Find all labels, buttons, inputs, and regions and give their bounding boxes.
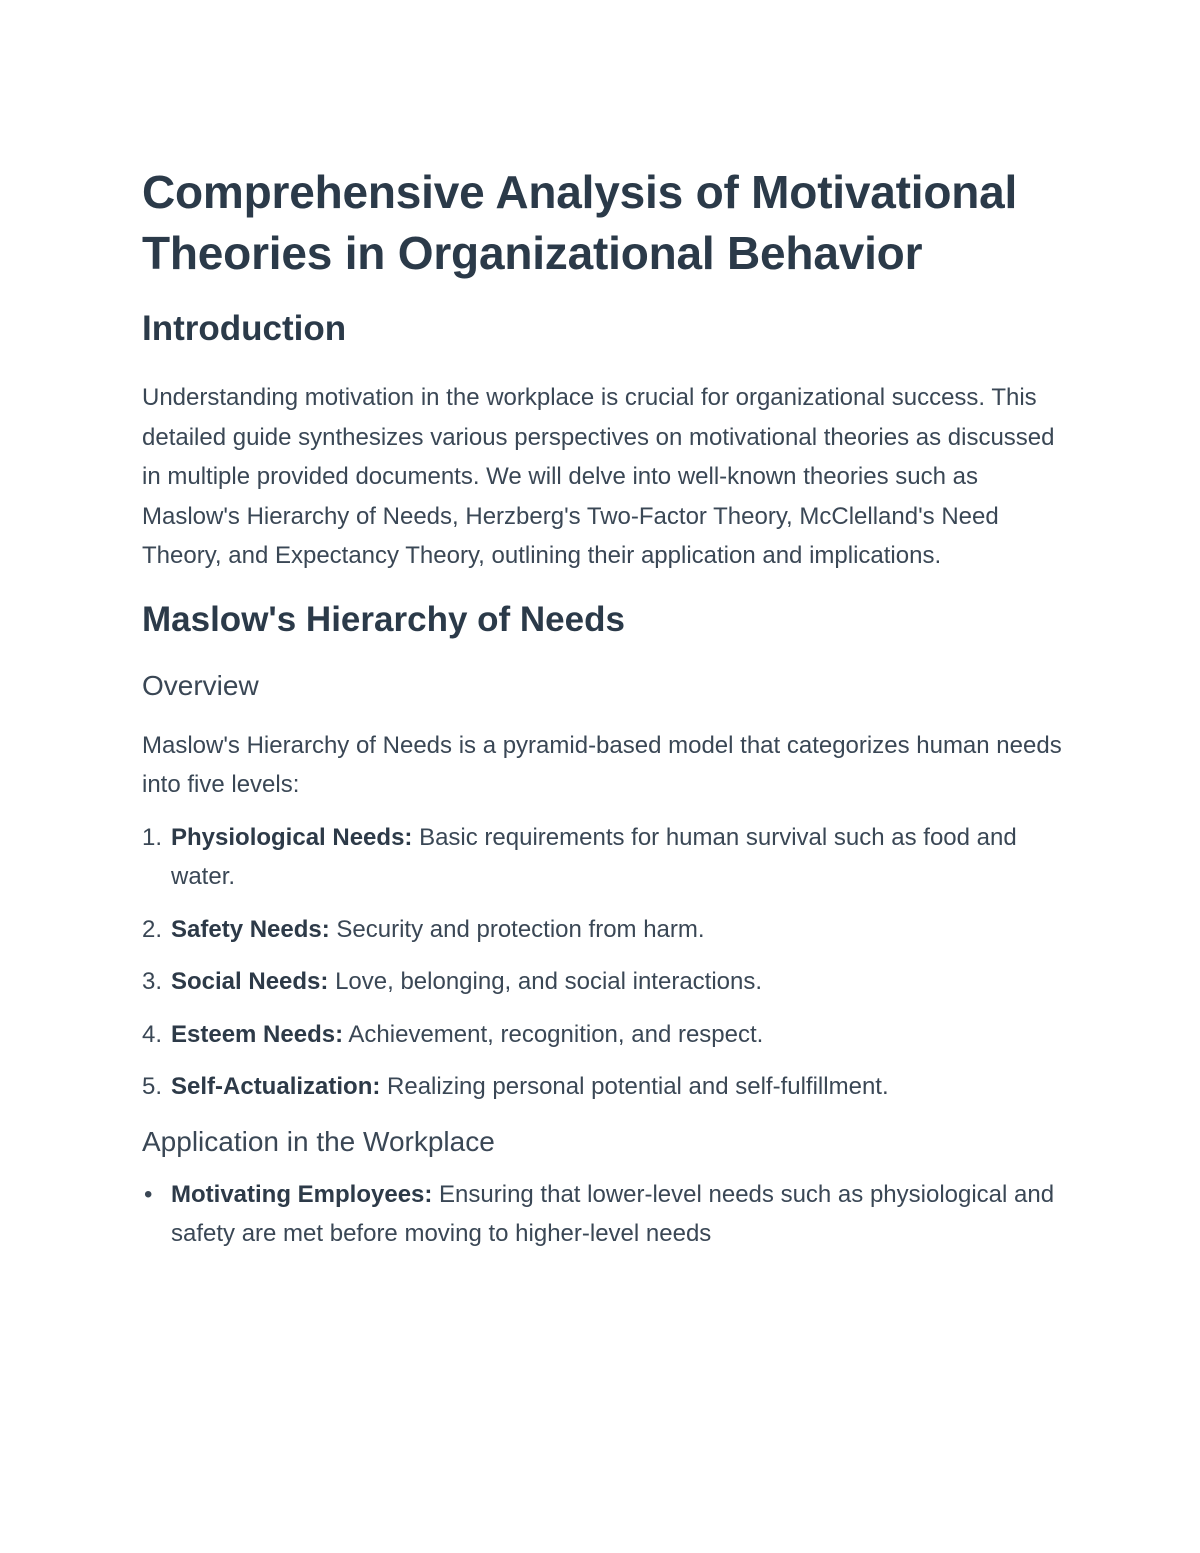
list-item-description: Security and protection from harm.: [329, 915, 705, 943]
list-item-term: Safety Needs:: [171, 915, 330, 943]
list-item-term: Social Needs:: [171, 968, 329, 995]
maslow-heading: Maslow's Hierarchy of Needs: [142, 599, 625, 639]
list-number: 3.: [142, 968, 163, 995]
bullet-icon: •: [144, 1180, 153, 1208]
list-number: 5.: [142, 1073, 163, 1100]
list-item: [142, 1067, 1062, 1107]
introduction-paragraph: Understanding motivation in the workplace is crucial for organizational success. This detailed guide synthesizes various perspectives on motivational theories as discussed in multiple provided documents. We will delve into well-known theories such as Maslow's Hierarchy of Needs, Herzberg's Two-Factor Theory, McClelland's Need Theory, and Expectancy Theory, outlining their application and implications.: [142, 384, 1055, 569]
list-number: 1.: [142, 823, 163, 851]
list-item: [142, 818, 1062, 897]
list-item: [142, 962, 1062, 1002]
list-item-description: Basic requirements for human survival such as food and water.: [171, 823, 1017, 890]
list-number: 4.: [142, 1020, 163, 1048]
document-title: Comprehensive Analysis of Motivational Theories in Organizational Behavior: [142, 166, 1018, 279]
document-page: [142, 162, 1062, 1254]
needs-list: [142, 818, 1062, 1107]
list-item: [142, 1015, 1062, 1055]
application-list: [142, 1175, 1062, 1254]
overview-heading: Overview: [142, 669, 259, 701]
list-item-description: Achievement, recognition, and respect.: [343, 1020, 764, 1048]
overview-paragraph: Maslow's Hierarchy of Needs is a pyramid-based model that categorizes human needs into five levels:: [142, 731, 1062, 798]
list-item: [142, 1175, 1062, 1254]
list-item-term: Physiological Needs:: [171, 823, 413, 851]
introduction-heading: Introduction: [142, 309, 347, 348]
list-item: [142, 910, 1062, 950]
list-item-description: Ensuring that lower-level needs such as physiological and safety are met before moving to higher-level needs: [171, 1180, 1055, 1247]
list-item-term: Motivating Employees:: [171, 1180, 433, 1208]
application-heading: Application in the Workplace: [142, 1125, 495, 1157]
list-number: 2.: [142, 915, 163, 943]
list-item-description: Love, belonging, and social interactions.: [328, 968, 763, 995]
list-item-term: Esteem Needs:: [171, 1020, 344, 1048]
list-item-term: Self-Actualization:: [171, 1073, 381, 1100]
list-item-description: Realizing personal potential and self-fulfillment.: [380, 1073, 889, 1100]
